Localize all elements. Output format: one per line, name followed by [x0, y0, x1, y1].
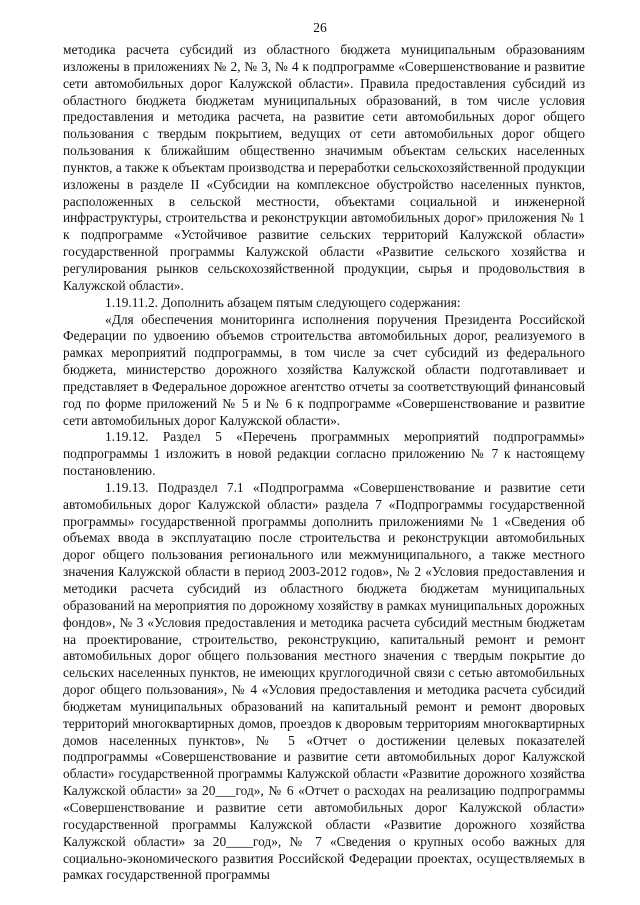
paragraph-3: «Для обеспечения мониторинга исполнения поручения Президента Российской Федерации по удвоению объемов строительства автомобильных дорог, реализуемого в рамках мероприятий подпрограммы, в том числе за счет субсидий из федерального бюджета, министерство дорожного хозяйства Калужской области подготавливает и представляет в Федеральное дорожное агентство отчеты за соответствующий финансовый год по форме приложений № 5 и № 6 к подпрограмме «Совершенствование и развитие сети автомобильных дорог Калужской области». [63, 311, 585, 428]
paragraph-4: 1.19.12. Раздел 5 «Перечень программных мероприятий подпрограммы» подпрограммы 1 изложить в новой редакции согласно приложению № 7 к настоящему постановлению. [63, 429, 585, 479]
paragraph-2: 1.19.11.2. Дополнить абзацем пятым следующего содержания: [105, 294, 461, 310]
paragraph-1: методика расчета субсидий из областного бюджета муниципальным образованиям изложены в приложениях № 2, № 3, № 4 к подпрограмме «Совершенствование и развитие сети автомобильных дорог Калужской области». Правила предоставления субсидий из областного бюджета бюджетам муниципальных образований, в том числе условия предоставления и методика расчета, на развитие сети автомобильных дорог общего пользования с твердым покрытием, ведущих от сети автомобильных дорог общего пользования к ближайшим общественно значимым объектам сельских населенных пунктов, а также к объектам производства и переработки сельскохозяйственной продукции изложены в разделе II «Субсидии на комплексное обустройство населенных пунктов, расположенных в сельской местности, объектами социальной и инженерной инфраструктуры, строительства и реконструкции автомобильных дорог» приложения № 1 к подпрограмме «Устойчивое развитие сельских территорий Калужской области» государственной программы Калужской области «Развитие сельского хозяйства и регулирования рынков сельскохозяйственной продукции, сырья и продовольствия в Калужской области». [63, 42, 585, 293]
paragraph-5: 1.19.13. Подраздел 7.1 «Подпрограмма «Совершенствование и развитие сети автомобильных дорог Калужской области» раздела 7 «Подпрограммы государственной программы» государственной программы дополнить приложениями № 1 «Сведения об объемах ввода в эксплуатацию после строительства и реконструкции автомобильных дорог общего пользования регионального или межмуниципального, а также местного значения Калужской области в период 2003-2012 годов», № 2 «Условия предоставления и методики расчета субсидий из областного бюджета бюджетам муниципальных образований на мероприятия по дорожному хозяйству в рамках муниципальных дорожных фондов», № 3 «Условия предоставления и методика расчета субсидий местным бюджетам на проектирование, строительство, реконструкцию, капитальный ремонт и ремонт автомобильных дорог общего пользования местного значения с твердым покрытие до сельских населенных пунктов, не имеющих круглогодичной связи с сетью автомобильных дорог общего пользования», № 4 «Условия предоставления и методика расчета субсидий бюджетам муниципальных образований на капитальный ремонт и ремонт дворовых территорий многоквартирных домов, проездов к дворовым территориям многоквартирных домов населенных пунктов», № 5 «Отчет о достижении целевых показателей подпрограммы «Совершенствование и развитие сети автомобильных дорог Калужской области» государственной программы Калужской области «Развитие дорожного хозяйства Калужской области» за 20___год», № 6 «Отчет о расходах на реализацию подпрограммы «Совершенствование и развитие сети автомобильных дорог Калужской области» государственной программы Калужской области «Развитие дорожного хозяйства Калужской области» за 20____год», № 7 «Сведения о крупных особо важных для социально-экономического развития Российской Федерации проектах, осуществляемых в рамках государственной программы [63, 479, 585, 883]
page-number: 26 [313, 20, 327, 35]
document-body [63, 42, 585, 884]
